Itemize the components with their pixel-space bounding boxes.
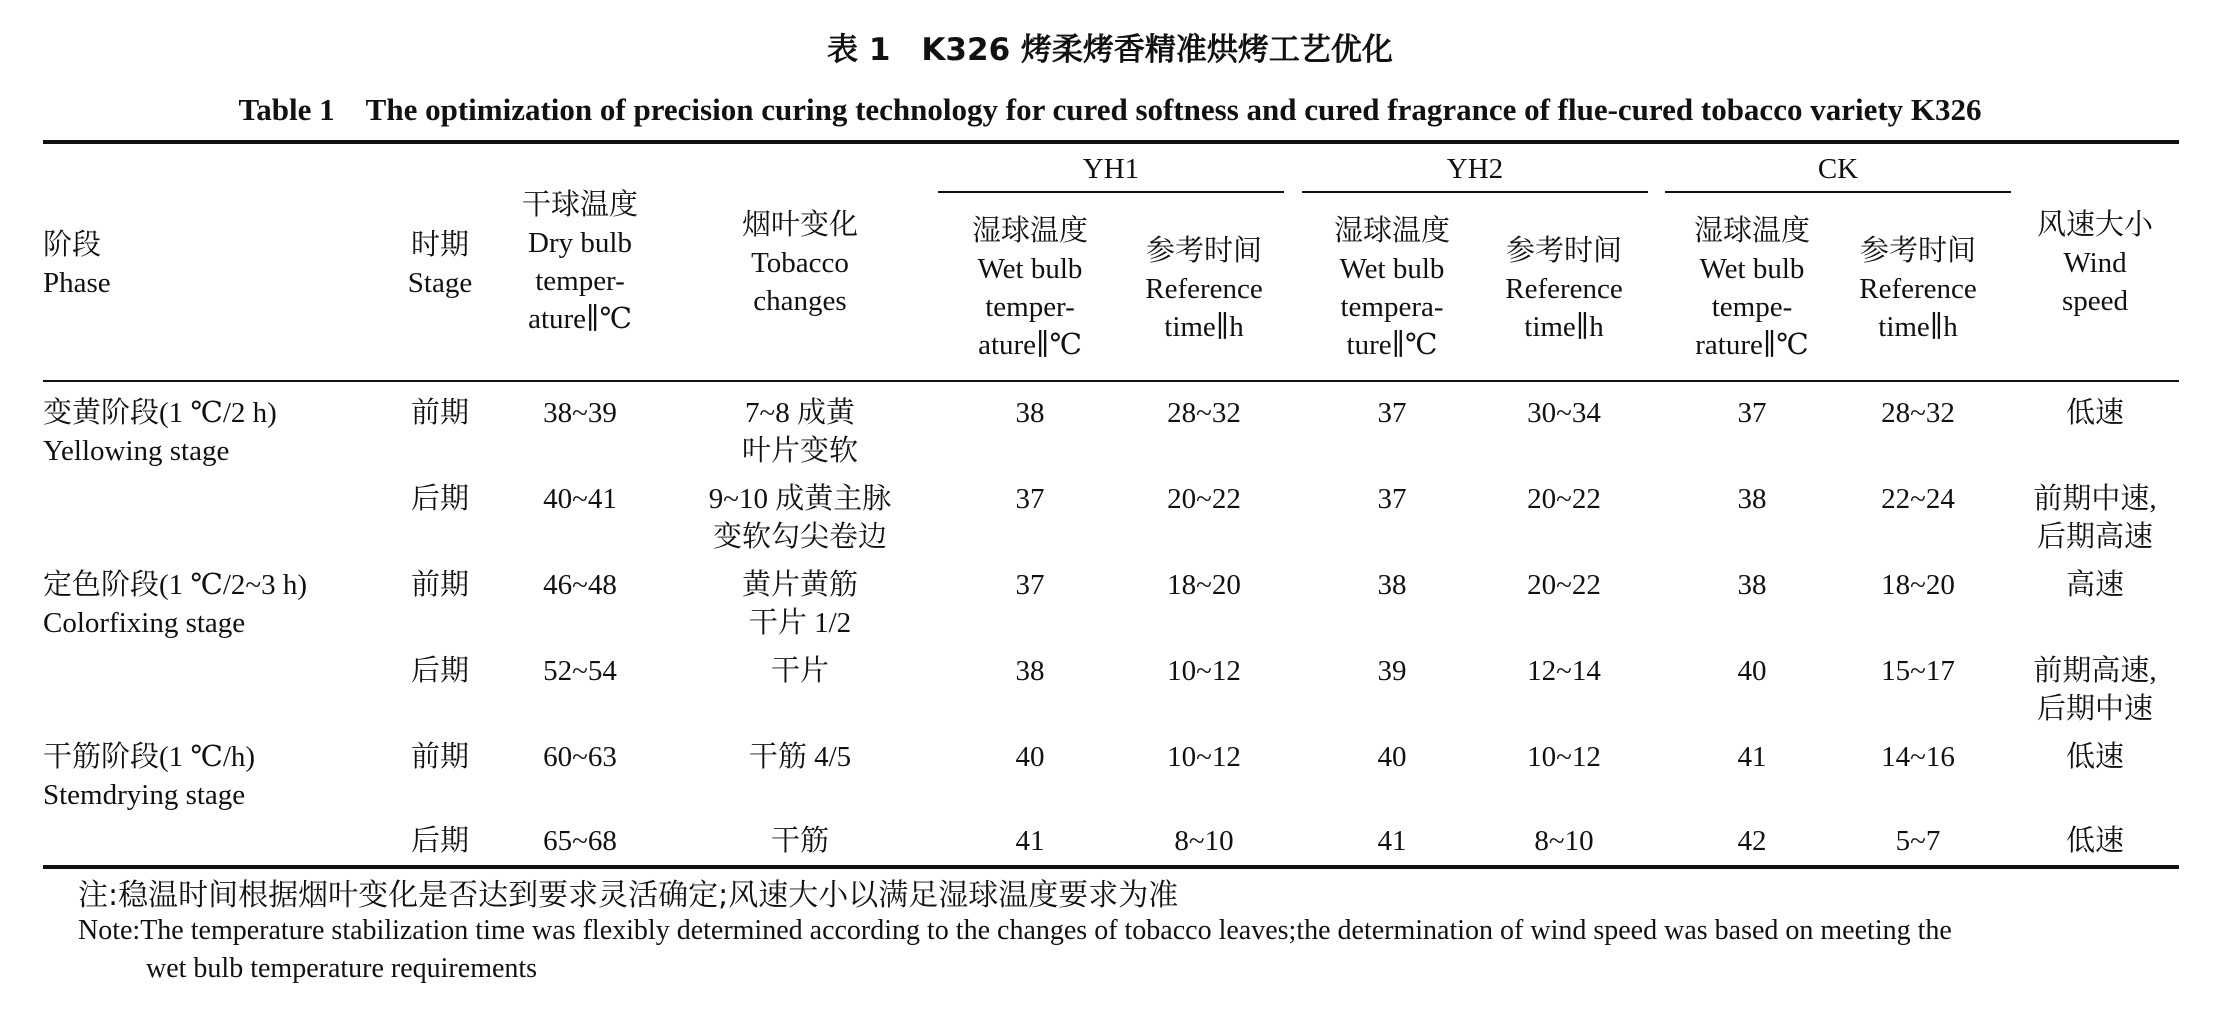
cell-wind-speed	[2010, 566, 2180, 604]
yh2-wet-en3: ture∥℃	[1346, 329, 1438, 361]
note-english-line2: wet bulb temperature requirements	[146, 953, 538, 984]
cell-ck-wet: 42	[1737, 825, 1767, 857]
wind-line1: 低速	[2065, 397, 2124, 429]
change-line1: 9~10 成黄主脉	[708, 483, 892, 515]
cell-tobacco-change	[680, 566, 920, 642]
cell-yh2-time: 30~34	[1527, 397, 1601, 429]
header-ck-ref-time	[1838, 232, 1998, 346]
cell-yh1-time: 28~32	[1167, 397, 1241, 429]
yh2-time-cn: 参考时间	[1505, 235, 1622, 267]
cell-wind-speed	[2010, 652, 2180, 728]
ck-time-en1: Reference	[1859, 273, 1977, 305]
cell-wind-speed	[2010, 394, 2180, 432]
ck-time-en2: time∥h	[1878, 311, 1958, 343]
cell-yh2-wet: 37	[1377, 397, 1407, 429]
cell-ck-time: 28~32	[1881, 397, 1955, 429]
header-phase	[43, 226, 111, 302]
cell-dry-bulb: 52~54	[543, 655, 617, 687]
header-wind-en2: speed	[2061, 285, 2129, 317]
yh2-time-en1: Reference	[1505, 273, 1623, 305]
cell-yh1-wet: 37	[1015, 569, 1045, 601]
cell-stage: 前期	[410, 569, 469, 601]
table-title-chinese: 表 1 K326 烤柔烤香精准烘烤工艺优化	[827, 32, 1393, 68]
header-yh2-wet-bulb	[1312, 212, 1472, 364]
wind-line1: 高速	[2065, 569, 2124, 601]
header-changes-en2: changes	[753, 285, 847, 317]
phase-en: Colorfixing stage	[43, 607, 246, 639]
header-stage	[398, 226, 482, 302]
cell-tobacco-change	[680, 394, 920, 470]
cell-tobacco-change	[680, 652, 920, 690]
header-dry-bulb-cn: 干球温度	[521, 189, 638, 221]
change-line2: 干片 1/2	[748, 607, 852, 639]
cell-yh2-time: 10~12	[1527, 741, 1601, 773]
ck-wet-en2: tempe-	[1711, 291, 1793, 323]
header-wind-cn: 风速大小	[2036, 209, 2153, 241]
header-phase-cn: 阶段	[43, 229, 102, 261]
cell-dry-bulb: 46~48	[543, 569, 617, 601]
ck-wet-cn: 湿球温度	[1693, 215, 1810, 247]
header-changes-cn: 烟叶变化	[741, 209, 858, 241]
phase-cn: 干筋阶段(1 ℃/h)	[43, 741, 256, 773]
note-chinese: 注:稳温时间根据烟叶变化是否达到要求灵活确定;风速大小以满足湿球温度要求为准	[78, 878, 1179, 913]
group-ck: CK	[1817, 153, 1859, 185]
cell-ck-wet: 38	[1737, 569, 1767, 601]
cell-yh2-wet: 39	[1377, 655, 1407, 687]
cell-wind-speed	[2010, 480, 2180, 556]
cell-yh2-time: 8~10	[1534, 825, 1594, 857]
change-line2: 变软勾尖卷边	[712, 521, 887, 553]
cell-ck-wet: 40	[1737, 655, 1767, 687]
header-dry-bulb-en2: temper-	[535, 265, 625, 297]
cell-dry-bulb: 38~39	[543, 397, 617, 429]
cell-yh1-wet: 41	[1015, 825, 1045, 857]
change-line1: 干片	[770, 655, 829, 687]
cell-phase	[43, 738, 255, 814]
change-line1: 7~8 成黄	[745, 397, 855, 429]
header-stage-cn: 时期	[410, 229, 469, 261]
wind-line1: 低速	[2065, 825, 2124, 857]
header-changes-en1: Tobacco	[751, 247, 849, 279]
cell-dry-bulb: 60~63	[543, 741, 617, 773]
cell-yh1-wet: 40	[1015, 741, 1045, 773]
header-rule	[43, 380, 2179, 382]
yh1-group-rule	[938, 191, 1284, 193]
cell-phase	[43, 394, 277, 470]
cell-tobacco-change	[680, 822, 920, 860]
cell-stage: 前期	[410, 741, 469, 773]
cell-yh1-time: 18~20	[1167, 569, 1241, 601]
cell-stage: 前期	[410, 397, 469, 429]
phase-cn: 变黄阶段(1 ℃/2 h)	[43, 397, 277, 429]
cell-yh2-wet: 38	[1377, 569, 1407, 601]
bottom-rule	[43, 865, 2179, 869]
cell-yh1-time: 8~10	[1174, 825, 1234, 857]
cell-phase	[43, 566, 307, 642]
note-english	[78, 912, 2178, 988]
cell-ck-time: 14~16	[1881, 741, 1955, 773]
group-yh1: YH1	[1082, 153, 1140, 185]
cell-yh1-wet: 38	[1015, 397, 1045, 429]
cell-stage: 后期	[410, 825, 469, 857]
ck-wet-en3: rature∥℃	[1695, 329, 1809, 361]
ck-wet-en1: Wet bulb	[1699, 253, 1805, 285]
note-english-line1: Note:The temperature stabilization time was flexibly determined according to the changes of tobacco leaves;the determination of wind speed was based on meeting the	[78, 915, 1952, 946]
cell-yh2-time: 20~22	[1527, 483, 1601, 515]
header-yh1-ref-time	[1124, 232, 1284, 346]
header-wind-en1: Wind	[2063, 247, 2127, 279]
header-stage-en: Stage	[407, 267, 473, 299]
yh2-wet-cn: 湿球温度	[1333, 215, 1450, 247]
yh1-wet-cn: 湿球温度	[971, 215, 1088, 247]
yh1-wet-en1: Wet bulb	[977, 253, 1083, 285]
cell-yh2-time: 20~22	[1527, 569, 1601, 601]
group-yh2: YH2	[1446, 153, 1504, 185]
cell-ck-time: 15~17	[1881, 655, 1955, 687]
yh2-wet-en2: tempera-	[1340, 291, 1444, 323]
ck-time-cn: 参考时间	[1859, 235, 1976, 267]
cell-ck-wet: 41	[1737, 741, 1767, 773]
cell-yh2-time: 12~14	[1527, 655, 1601, 687]
change-line2: 叶片变软	[741, 435, 858, 467]
header-ck-wet-bulb	[1672, 212, 1832, 364]
cell-wind-speed	[2010, 738, 2180, 776]
wind-line1: 前期中速,	[2033, 483, 2157, 515]
cell-yh1-time: 10~12	[1167, 655, 1241, 687]
header-tobacco-changes	[700, 206, 900, 320]
wind-line1: 低速	[2065, 741, 2124, 773]
cell-ck-wet: 37	[1737, 397, 1767, 429]
header-dry-bulb-en3: ature∥℃	[528, 303, 632, 335]
cell-ck-time: 18~20	[1881, 569, 1955, 601]
cell-yh1-time: 20~22	[1167, 483, 1241, 515]
cell-ck-time: 22~24	[1881, 483, 1955, 515]
cell-yh2-wet: 37	[1377, 483, 1407, 515]
cell-tobacco-change	[680, 480, 920, 556]
header-phase-en: Phase	[43, 267, 111, 299]
table-title-english: Table 1 The optimization of precision curing technology for cured softness and cured fragrance of flue-cured tobacco variety K326	[238, 92, 1982, 127]
wind-line2: 后期中速	[2036, 693, 2153, 725]
header-dry-bulb	[500, 186, 660, 338]
cell-ck-wet: 38	[1737, 483, 1767, 515]
header-wind-speed	[2010, 206, 2180, 320]
change-line1: 黄片黄筋	[741, 569, 858, 601]
cell-tobacco-change	[680, 738, 920, 776]
yh1-wet-en2: temper-	[985, 291, 1075, 323]
yh1-time-en1: Reference	[1145, 273, 1263, 305]
top-rule	[43, 140, 2179, 144]
yh2-time-en2: time∥h	[1524, 311, 1604, 343]
header-yh2-ref-time	[1484, 232, 1644, 346]
header-yh1-wet-bulb	[950, 212, 1110, 364]
cell-stage: 后期	[410, 483, 469, 515]
wind-line2: 后期高速	[2036, 521, 2153, 553]
yh1-wet-en3: ature∥℃	[978, 329, 1082, 361]
phase-cn: 定色阶段(1 ℃/2~3 h)	[43, 569, 308, 601]
phase-en: Yellowing stage	[43, 435, 230, 467]
cell-yh1-wet: 37	[1015, 483, 1045, 515]
change-line1: 干筋 4/5	[748, 741, 852, 773]
header-dry-bulb-en1: Dry bulb	[528, 227, 632, 259]
yh2-group-rule	[1302, 191, 1648, 193]
cell-yh2-wet: 40	[1377, 741, 1407, 773]
cell-wind-speed	[2010, 822, 2180, 860]
ck-group-rule	[1665, 191, 2011, 193]
change-line1: 干筋	[770, 825, 829, 857]
yh1-time-cn: 参考时间	[1145, 235, 1262, 267]
cell-ck-time: 5~7	[1895, 825, 1941, 857]
cell-stage: 后期	[410, 655, 469, 687]
cell-yh2-wet: 41	[1377, 825, 1407, 857]
yh2-wet-en1: Wet bulb	[1339, 253, 1445, 285]
phase-en: Stemdrying stage	[43, 779, 246, 811]
cell-dry-bulb: 65~68	[543, 825, 617, 857]
cell-dry-bulb: 40~41	[543, 483, 617, 515]
cell-yh1-time: 10~12	[1167, 741, 1241, 773]
yh1-time-en2: time∥h	[1164, 311, 1244, 343]
wind-line1: 前期高速,	[2033, 655, 2157, 687]
cell-yh1-wet: 38	[1015, 655, 1045, 687]
